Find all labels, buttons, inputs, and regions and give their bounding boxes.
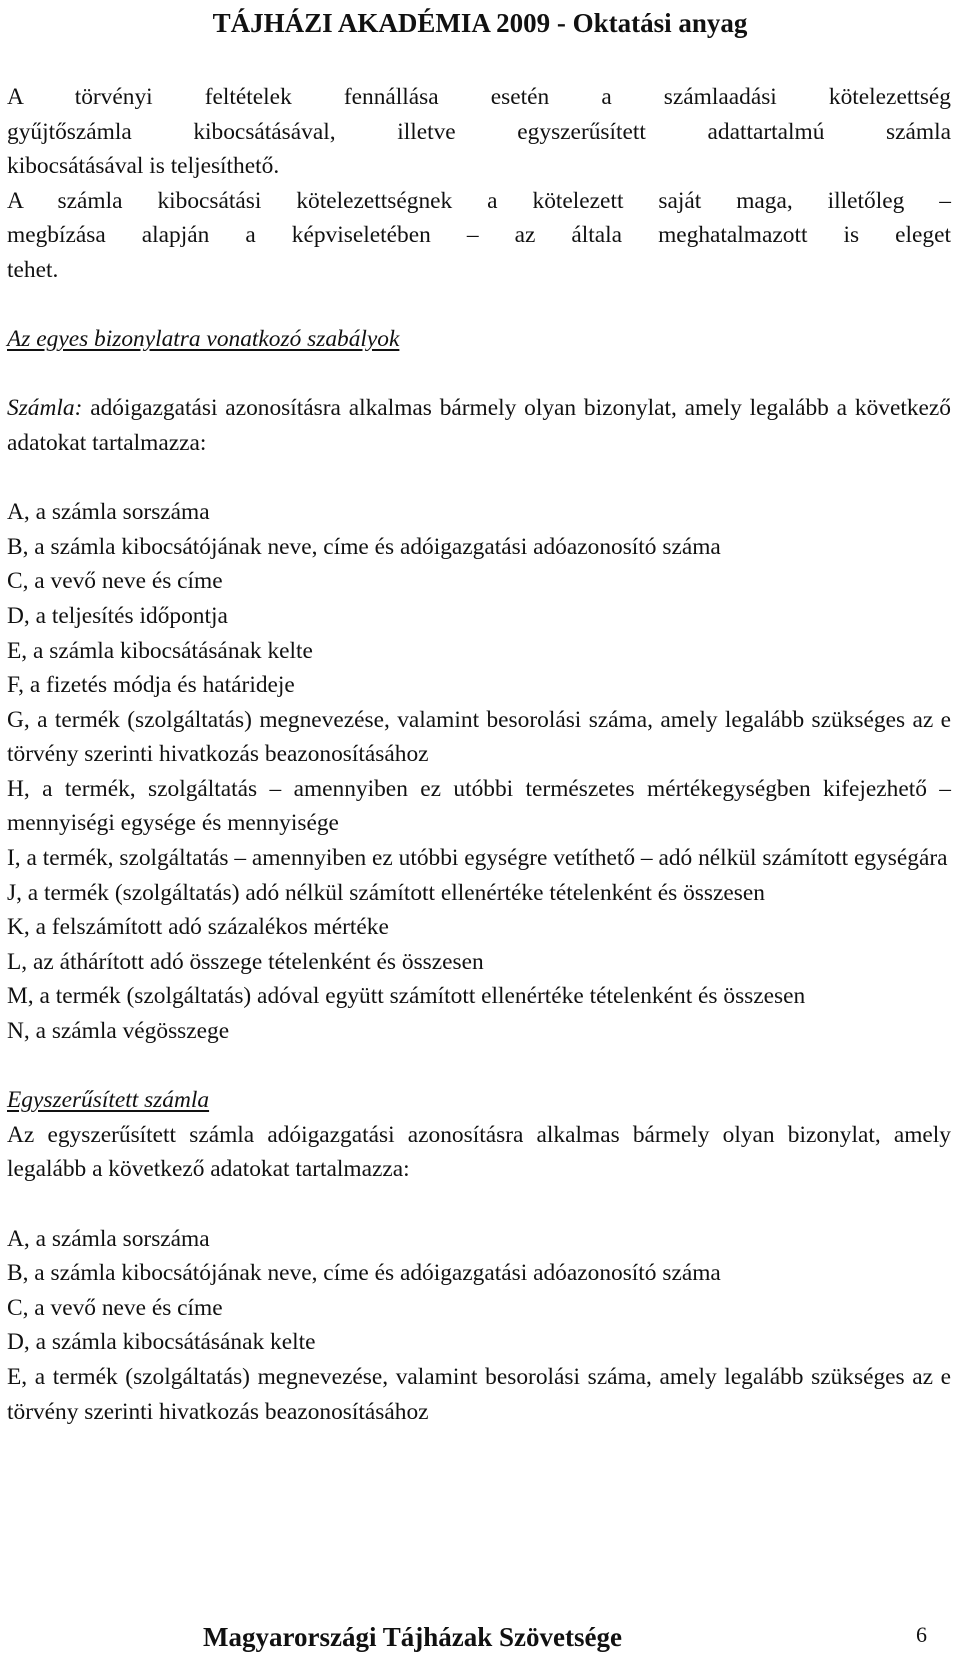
simplified-heading — [7, 1083, 951, 1118]
footer-organization: Magyarországi Tájházak Szövetsége — [203, 1622, 622, 1652]
spacer — [7, 1187, 951, 1222]
list-item: D, a számla kibocsátásának kelte — [7, 1329, 316, 1356]
list-item: H, a termék, szolgáltatás – amennyiben ez utóbbi természetes mértékegységben kifejezhető – mennyiségi egysége és mennyisége — [7, 775, 951, 837]
page-footer — [0, 1620, 960, 1654]
spacer — [7, 288, 951, 323]
simplified-definition: Az egyszerűsített számla adóigazgatási azonosításra alkalmas bármely olyan bizonylat, amely legalább a következő adatokat tartalmazza: — [7, 1121, 951, 1183]
page-number: 6 — [916, 1622, 927, 1647]
page-content — [7, 80, 951, 1429]
intro-line: A törvényi feltételek fennállása esetén a számlaadási kötelezettség — [7, 84, 951, 110]
invoice-definition — [7, 391, 951, 460]
list-item: I, a termék, szolgáltatás – amennyiben ez utóbbi egységre vetíthető – adó nélkül számított egységára — [7, 845, 948, 872]
invoice-definition-text: adóigazgatási azonosításra alkalmas bármely olyan bizonylat, amely legalább a következő adatokat tartalmazza: — [7, 395, 951, 456]
invoice-item-list — [7, 495, 951, 1049]
list-item: A, a számla sorszáma — [7, 1225, 210, 1252]
rules-heading-text: Az egyes bizonylatra vonatkozó szabályok — [7, 326, 400, 353]
simplified-item-list — [7, 1222, 951, 1430]
list-item: N, a számla végösszege — [7, 1018, 230, 1045]
intro-line: gyűjtőszámla kibocsátásával, illetve egyszerűsített adattartalmú számla — [7, 118, 951, 145]
intro-paragraph — [7, 80, 951, 288]
list-item: C, a vevő neve és címe — [7, 568, 223, 595]
list-item: D, a teljesítés időpontja — [7, 602, 228, 629]
spacer — [7, 1049, 951, 1084]
list-item: B, a számla kibocsátójának neve, címe és adóigazgatási adóazonosító száma — [7, 533, 721, 560]
list-item: A, a számla sorszáma — [7, 499, 210, 526]
spacer — [7, 357, 951, 392]
rules-heading — [7, 322, 951, 357]
list-item: E, a számla kibocsátásának kelte — [7, 637, 313, 664]
intro-line: megbízása alapján a képviseletében – az általa meghatalmazott is eleget — [7, 222, 951, 249]
list-item: B, a számla kibocsátójának neve, címe és adóigazgatási adóazonosító száma — [7, 1260, 721, 1287]
list-item: L, az áthárított adó összege tételenként és összesen — [7, 948, 484, 975]
page-header: TÁJHÁZI AKADÉMIA 2009 - Oktatási anyag — [212, 8, 748, 38]
list-item: F, a fizetés módja és határideje — [7, 672, 295, 699]
list-item: J, a termék (szolgáltatás) adó nélkül számított ellenértéke tételenként és összesen — [7, 879, 765, 906]
intro-line: A számla kibocsátási kötelezettségnek a kötelezett saját maga, illetőleg – — [7, 187, 951, 214]
simplified-heading-text: Egyszerűsített számla — [7, 1087, 210, 1114]
list-item: C, a vevő neve és címe — [7, 1294, 223, 1321]
invoice-label: Számla: — [7, 395, 83, 422]
list-item: K, a felszámított adó százalékos mértéke — [7, 914, 389, 941]
list-item: M, a termék (szolgáltatás) adóval együtt számított ellenértéke tételenként és összesen — [7, 983, 806, 1010]
list-item: G, a termék (szolgáltatás) megnevezése, valamint besorolási száma, amely legalább szükséges az e törvény szerinti hivatkozás beazonosításához — [7, 706, 951, 768]
list-item: E, a termék (szolgáltatás) megnevezése, valamint besorolási száma, amely legalább szükséges az e törvény szerinti hivatkozás beazonosításához — [7, 1363, 951, 1425]
intro-line: kibocsátásával is teljesíthető. — [7, 153, 280, 180]
spacer — [7, 461, 951, 496]
intro-line: tehet. — [7, 256, 59, 283]
